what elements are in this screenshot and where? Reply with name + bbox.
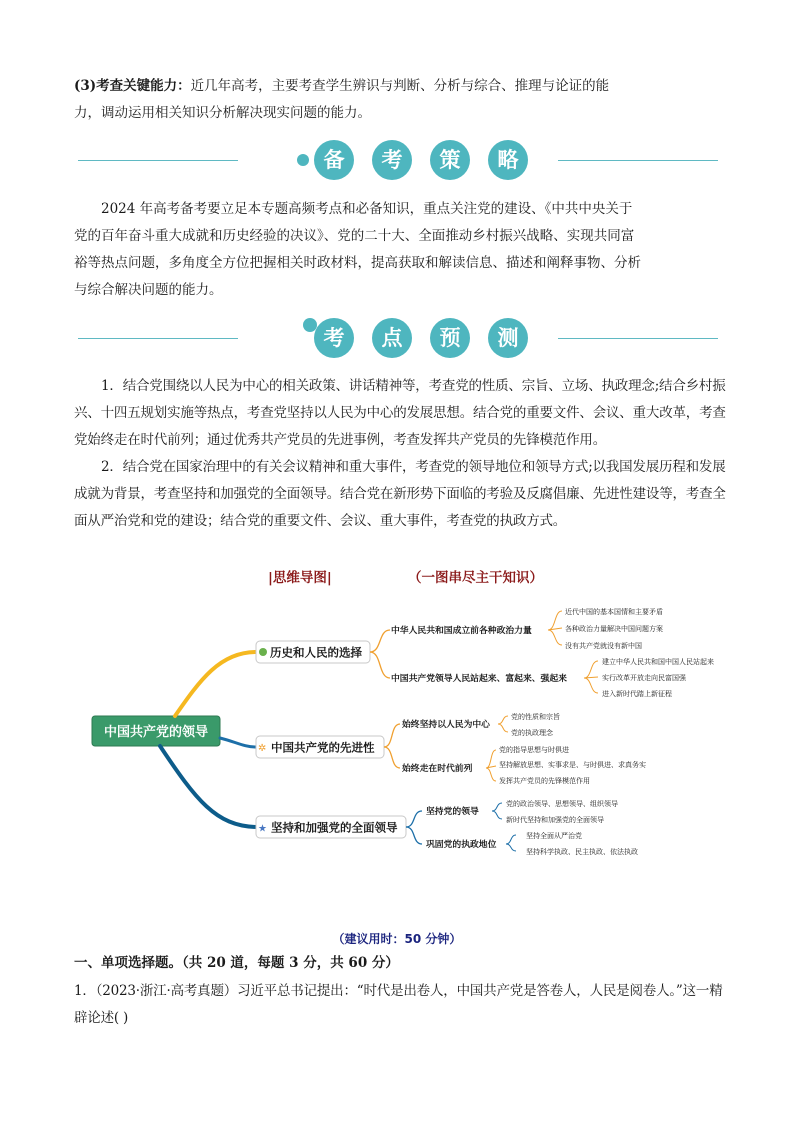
leaf-label: 党的执政理念 <box>511 729 553 737</box>
prediction-line: 面从严治党和党的建设；结合党的重要文件、会议、重大事件，考查党的执政方式。 <box>74 513 567 529</box>
intro-line2: 力，调动运用相关知识分析解决现实问题的能力。 <box>74 105 371 121</box>
leaf-label: 新时代坚持和加强党的全面领导 <box>506 816 604 824</box>
leaf-label: 没有共产党就没有新中国 <box>565 642 642 650</box>
sub-label: 始终走在时代前列 <box>402 764 473 774</box>
sub-label: 巩固党的执政地位 <box>426 840 497 850</box>
banner-line-left <box>78 160 238 161</box>
branch-connector <box>384 724 400 747</box>
prediction-line: 2．结合党在国家治理中的有关会议精神和重大事件，考查党的领导地位和领导方式;以我国发展历程和发展 <box>101 459 726 475</box>
prediction-line: 1．结合党围绕以人民为中心的相关政策、讲话精神等，考查党的性质、宗旨、立场、执政理念;结合乡村振 <box>101 378 726 394</box>
banner-strategy <box>78 140 718 184</box>
banner-char: 考 <box>314 318 354 358</box>
branch-connector <box>370 630 390 652</box>
sub-label: 始终坚持以人民为中心 <box>402 720 490 730</box>
mindmap-subtitle: （一图串尽主干知识） <box>408 570 543 586</box>
prediction-line: 成就为背景，考查坚持和加强党的全面领导。结合党在新形势下面临的考验及反腐倡廉、先进性建设等，考查全 <box>74 486 726 502</box>
circle-icon <box>259 648 267 656</box>
banner-dot <box>297 154 309 166</box>
prediction-line: 兴、十四五规划实施等热点，考查党坚持以人民为中心的发展思想。结合党的重要文件、会议、重大改革，考查 <box>74 405 726 421</box>
branch-connector <box>406 827 422 844</box>
leaf-label: 党的政治领导、思想领导、组织领导 <box>506 800 618 808</box>
leaf-label: 坚持全面从严治党 <box>526 832 582 840</box>
banner-char: 策 <box>430 140 470 180</box>
branch-connector <box>406 811 422 827</box>
leaf-connector <box>498 716 508 732</box>
section-heading: 一、单项选择题。（共 20 道，每题 3 分，共 60 分） <box>74 955 399 971</box>
sub-label: 中华人民共和国成立前各种政治力量 <box>391 626 532 636</box>
branch-connector <box>384 747 400 768</box>
mindmap-root-label: 中国共产党的领导 <box>103 725 209 740</box>
leaf-label: 近代中国的基本国情和主要矛盾 <box>565 608 663 616</box>
connector-branch-1 <box>175 652 256 716</box>
leaf-label: 党的性质和宗旨 <box>511 713 560 721</box>
prediction-line: 党始终走在时代前列；通过优秀共产党员的先进事例，考查发挥共产党员的先锋模范作用。 <box>74 432 606 448</box>
leaf-connector <box>584 661 598 693</box>
leaf-label: 坚持解放思想、实事求是、与时俱进、求真务实 <box>499 761 646 769</box>
mindmap <box>0 590 794 910</box>
suggested-time: （建议用时：50 分钟） <box>332 932 462 946</box>
intro-line1: 近几年高考，主要考查学生辨识与判断、分析与综合、推理与论证的能 <box>190 78 610 94</box>
leaf-label: 党的指导思想与时俱进 <box>499 746 569 754</box>
strategy-line: 裕等热点问题，多角度全方位把握相关时政材料，提高获取和解读信息、描述和阐释事物、分析 <box>74 255 641 271</box>
banner-line-right <box>558 338 718 339</box>
question-line: 1．（2023·浙江·高考真题）习近平总书记提出：“时代是出卷人，中国共产党是答卷人，人民是阅卷人。”这一精 <box>74 983 723 999</box>
banner-char: 测 <box>488 318 528 358</box>
strategy-line: 与综合解决问题的能力。 <box>74 282 223 298</box>
leaf-label: 发挥共产党员的先锋模范作用 <box>499 777 590 785</box>
banner-line-right <box>558 160 718 161</box>
banner-char: 点 <box>372 318 412 358</box>
prediction-paragraph <box>74 373 764 535</box>
leaf-label: 实行改革开放走向民富国强 <box>602 674 686 682</box>
leaf-connector <box>486 750 496 781</box>
mindmap-title: |思维导图| <box>268 570 332 586</box>
banner-line-left <box>78 338 238 339</box>
connector-branch-3 <box>160 746 256 827</box>
gear-icon: ✲ <box>258 743 267 754</box>
question-line: 辟论述( ) <box>74 1010 129 1026</box>
branch-connector <box>370 652 390 678</box>
branch-label: 历史和人民的选择 <box>270 645 362 660</box>
banner-char: 考 <box>372 140 412 180</box>
strategy-paragraph <box>74 196 641 304</box>
sub-label: 中国共产党领导人民站起来、富起来、强起来 <box>391 674 567 684</box>
banner-char: 备 <box>314 140 354 180</box>
intro-label: (3)考查关键能力： <box>74 78 191 94</box>
leaf-label: 各种政治力量解决中国问题方案 <box>565 625 663 633</box>
branch-label: 中国共产党的先进性 <box>271 740 375 755</box>
leaf-label: 坚持科学执政、民主执政、依法执政 <box>526 848 638 856</box>
leaf-label: 建立中华人民共和国中国人民站起来 <box>602 658 714 666</box>
leaf-connector <box>548 611 562 645</box>
question-1 <box>74 978 774 1032</box>
strategy-line: 2024 年高考备考要立足本专题高频考点和必备知识，重点关注党的建设、《中共中央关于 <box>101 201 633 217</box>
intro-paragraph <box>74 73 609 127</box>
leaf-connector <box>506 835 516 851</box>
banner-char: 略 <box>488 140 528 180</box>
branch-label: 坚持和加强党的全面领导 <box>271 820 398 835</box>
leaf-label: 进入新时代踏上新征程 <box>602 690 672 698</box>
banner-char: 预 <box>430 318 470 358</box>
sub-label: 坚持党的领导 <box>426 807 479 817</box>
banner-prediction <box>78 318 718 362</box>
star-icon: ★ <box>258 823 267 835</box>
leaf-connector <box>492 803 502 819</box>
connector-branch-2 <box>220 738 256 747</box>
strategy-line: 党的百年奋斗重大成就和历史经验的决议》、党的二十大、全面推动乡村振兴战略、实现共同富 <box>74 228 635 244</box>
